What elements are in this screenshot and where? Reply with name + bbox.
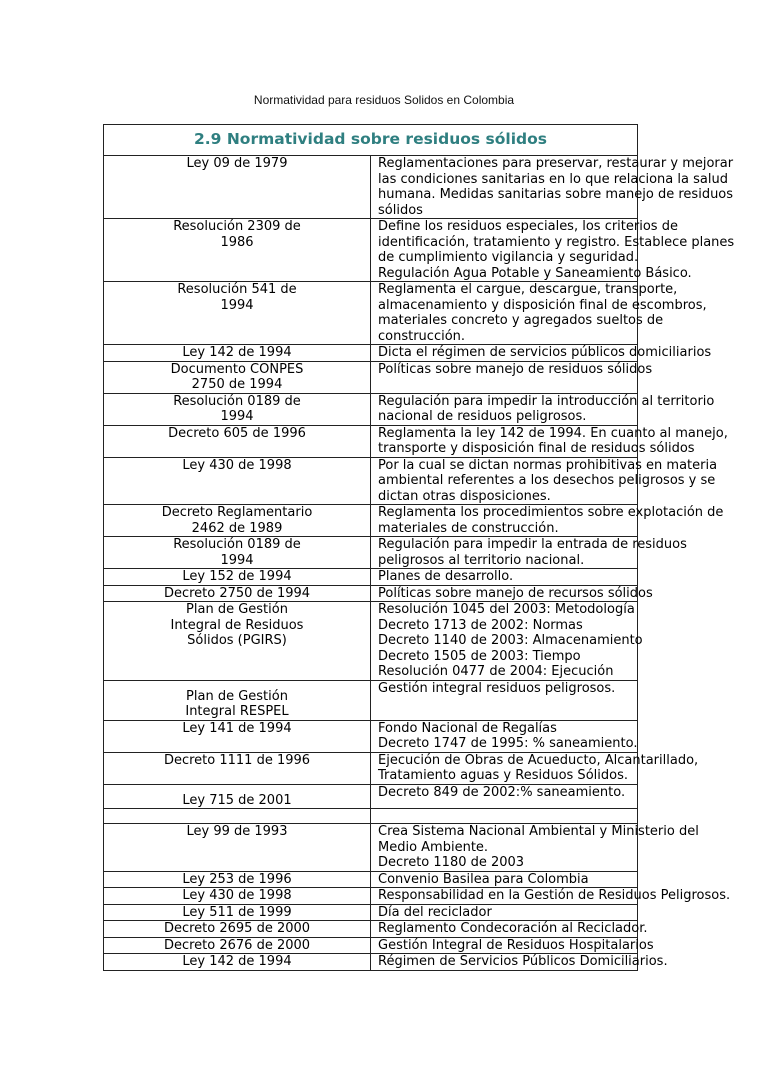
law-cell [104, 784, 371, 809]
description-text: Decreto 1140 de 2003: Almacenamiento [378, 633, 643, 648]
table-row [104, 345, 638, 362]
description-text: de cumplimiento vigilancia y seguridad. [378, 250, 639, 265]
page-header: Normatividad para residuos Solidos en Colombia [253, 93, 515, 107]
law-text: Ley 715 de 2001 [182, 792, 292, 808]
description-cell [371, 680, 638, 720]
description-cell [371, 921, 648, 938]
description-text: Gestión integral residuos peligrosos. [378, 680, 616, 696]
law-cell [104, 282, 371, 345]
table-row [104, 784, 638, 809]
table-row [104, 585, 638, 602]
description-cell [371, 824, 699, 872]
law-text: Integral RESPEL [185, 704, 289, 719]
table-row [104, 904, 638, 921]
description-cell [371, 784, 638, 809]
description-text: Planes de desarrollo. [378, 569, 514, 584]
law-text: Documento CONPES [170, 361, 304, 377]
law-cell [104, 361, 371, 393]
law-text: 2462 de 1989 [191, 520, 283, 536]
law-text: Decreto 2695 de 2000 [163, 921, 311, 936]
description-text: nacional de residuos peligrosos. [378, 409, 587, 424]
table-row [104, 680, 638, 720]
table-row [104, 888, 638, 905]
description-text: Políticas sobre manejo de recursos sólidos [378, 585, 653, 601]
law-cell [104, 425, 371, 457]
table-row [104, 219, 638, 282]
law-text: Resolución 2309 de [173, 219, 301, 234]
law-cell [104, 752, 371, 784]
description-text: Decreto 849 de 2002:% saneamiento. [378, 784, 626, 800]
description-text: Reglamento Condecoración al Reciclador. [378, 921, 648, 936]
law-text: Resolución 541 de [177, 282, 297, 297]
table-row [104, 921, 638, 938]
table-row [104, 457, 638, 505]
table-row [104, 569, 638, 586]
law-cell [104, 720, 371, 752]
law-cell [104, 569, 371, 586]
law-text: Ley 253 de 1996 [182, 871, 292, 887]
description-text: Dicta el régimen de servicios públicos domiciliarios [378, 345, 712, 360]
law-text: 1986 [220, 234, 254, 250]
law-cell [104, 505, 371, 537]
law-text: Resolución 0189 de [173, 537, 301, 552]
law-text: Sólidos (PGIRS) [187, 633, 287, 648]
description-text: Regulación para impedir la entrada de residuos [378, 537, 687, 552]
description-cell [371, 282, 707, 345]
law-cell [104, 156, 371, 219]
description-text: Regulación para impedir la introducción al territorio [378, 393, 715, 409]
description-cell [371, 809, 638, 824]
description-text: Reglamenta el cargue, descargue, transporte, [378, 282, 678, 297]
law-text: 1994 [220, 297, 254, 313]
table-row [104, 809, 638, 824]
description-text: Ejecución de Obras de Acueducto, Alcantarillado, [378, 752, 699, 768]
description-cell [371, 505, 724, 537]
description-text: Resolución 0477 de 2004: Ejecución [378, 664, 614, 679]
law-cell [104, 219, 371, 282]
regulation-table [103, 124, 735, 971]
description-text: transporte y disposición final de residuos sólidos [378, 441, 695, 456]
description-cell [371, 345, 712, 362]
description-text: Define los residuos especiales, los criterios de [378, 219, 678, 234]
description-cell [371, 361, 653, 393]
description-text: Reglamentaciones para preservar, restaurar y mejorar [378, 156, 734, 171]
law-cell [104, 602, 371, 681]
law-text: Plan de Gestión [186, 602, 288, 617]
description-text: Medio Ambiente. [378, 839, 489, 855]
table-row [104, 824, 638, 872]
description-text: ambiental referentes a los desechos peligrosos y se [378, 473, 716, 488]
description-cell [371, 752, 699, 784]
description-cell [371, 888, 731, 905]
description-text: almacenamiento y disposición final de escombros, [378, 297, 707, 313]
law-text: Plan de Gestión [186, 688, 288, 704]
law-text: Ley 511 de 1999 [182, 904, 292, 920]
table-title-row [104, 125, 638, 156]
law-cell [104, 393, 371, 425]
description-text: Reglamenta los procedimientos sobre explotación de [378, 505, 724, 520]
law-text: Ley 152 de 1994 [182, 569, 292, 584]
law-cell [104, 921, 371, 938]
table-title: 2.9 Normatividad sobre residuos sólidos [104, 125, 638, 156]
description-cell [371, 904, 638, 921]
law-text: Ley 99 de 1993 [186, 824, 288, 839]
law-cell [104, 680, 371, 720]
table-row [104, 156, 638, 219]
description-cell [371, 457, 718, 505]
table-row [104, 937, 638, 954]
table-row [104, 752, 638, 784]
description-cell [371, 156, 734, 219]
law-text: Decreto 2676 de 2000 [163, 937, 311, 953]
description-text: Políticas sobre manejo de residuos sólidos [378, 361, 653, 377]
law-cell [104, 345, 371, 362]
description-text: peligrosos al territorio nacional. [378, 552, 585, 568]
description-cell [371, 219, 735, 282]
description-text: Fondo Nacional de Regalías [378, 720, 557, 736]
description-cell [371, 937, 654, 954]
description-cell [371, 585, 653, 602]
description-text: Tratamiento aguas y Residuos Sólidos. [378, 768, 628, 783]
law-cell [104, 937, 371, 954]
description-text: Por la cual se dictan normas prohibitivas en materia [378, 457, 718, 473]
description-cell [371, 720, 638, 752]
description-text: Día del reciclador [378, 904, 492, 920]
law-text: Ley 142 de 1994 [182, 954, 292, 969]
table-row [104, 871, 638, 888]
description-cell [371, 954, 668, 971]
law-text: Decreto 605 de 1996 [168, 425, 306, 441]
description-cell [371, 871, 638, 888]
description-cell [371, 425, 728, 457]
law-text: Ley 430 de 1998 [182, 457, 292, 473]
description-cell [371, 602, 643, 681]
table-row [104, 505, 638, 537]
law-text: Decreto 1111 de 1996 [163, 752, 311, 768]
table-row [104, 954, 638, 971]
description-text: Decreto 1747 de 1995: % saneamiento. [378, 736, 638, 751]
law-text: Integral de Residuos [170, 617, 304, 633]
table-row [104, 393, 638, 425]
law-cell [104, 824, 371, 872]
table-row [104, 720, 638, 752]
law-text: Decreto 2750 de 1994 [163, 585, 311, 601]
law-text: 1994 [220, 409, 254, 424]
law-text: Ley 142 de 1994 [182, 345, 292, 360]
description-text: Responsabilidad en la Gestión de Residuos Peligrosos. [378, 888, 731, 903]
law-text: 2750 de 1994 [191, 377, 283, 392]
law-cell [104, 809, 371, 824]
table-body [104, 125, 735, 971]
description-cell [371, 393, 715, 425]
table-row [104, 282, 638, 345]
description-text: Gestión Integral de Residuos Hospitalarios [378, 937, 654, 953]
law-text: Decreto Reglamentario [161, 505, 313, 520]
description-text: las condiciones sanitarias en lo que relaciona la salud [378, 171, 728, 187]
description-text: materiales concreto y agregados sueltos de [378, 313, 664, 328]
description-cell [371, 537, 687, 569]
law-cell [104, 585, 371, 602]
description-text: construcción. [378, 328, 466, 344]
description-text: Régimen de Servicios Públicos Domiciliarios. [378, 954, 668, 969]
law-cell [104, 537, 371, 569]
law-cell [104, 954, 371, 971]
description-text: Regulación Agua Potable y Saneamiento Básico. [378, 265, 692, 281]
law-text: Ley 09 de 1979 [186, 156, 288, 171]
description-text: Decreto 1505 de 2003: Tiempo [378, 648, 581, 664]
description-text: Resolución 1045 del 2003: Metodología [378, 602, 635, 617]
description-text: humana. Medidas sanitarias sobre manejo de residuos [378, 187, 734, 202]
description-text: Decreto 1180 de 2003 [378, 855, 525, 870]
law-cell [104, 457, 371, 505]
description-text: Decreto 1713 de 2002: Normas [378, 617, 583, 633]
table-row [104, 361, 638, 393]
law-cell [104, 904, 371, 921]
description-text: Crea Sistema Nacional Ambiental y Ministerio del [378, 824, 699, 839]
description-text: identificación, tratamiento y registro. Establece planes [378, 234, 735, 250]
description-cell [371, 569, 638, 586]
description-text: Reglamenta la ley 142 de 1994. En cuanto al manejo, [378, 425, 728, 441]
table-row [104, 537, 638, 569]
description-text: dictan otras disposiciones. [378, 488, 551, 504]
law-text: Ley 430 de 1998 [182, 888, 292, 903]
description-text: Convenio Basilea para Colombia [378, 871, 589, 887]
law-cell [104, 888, 371, 905]
description-text: sólidos [378, 202, 423, 218]
law-text: Ley 141 de 1994 [182, 720, 292, 736]
table-row [104, 425, 638, 457]
law-text: 1994 [220, 552, 254, 568]
law-cell [104, 871, 371, 888]
description-text: materiales de construcción. [378, 520, 559, 536]
table-row [104, 602, 638, 681]
law-text: Resolución 0189 de [173, 393, 301, 409]
